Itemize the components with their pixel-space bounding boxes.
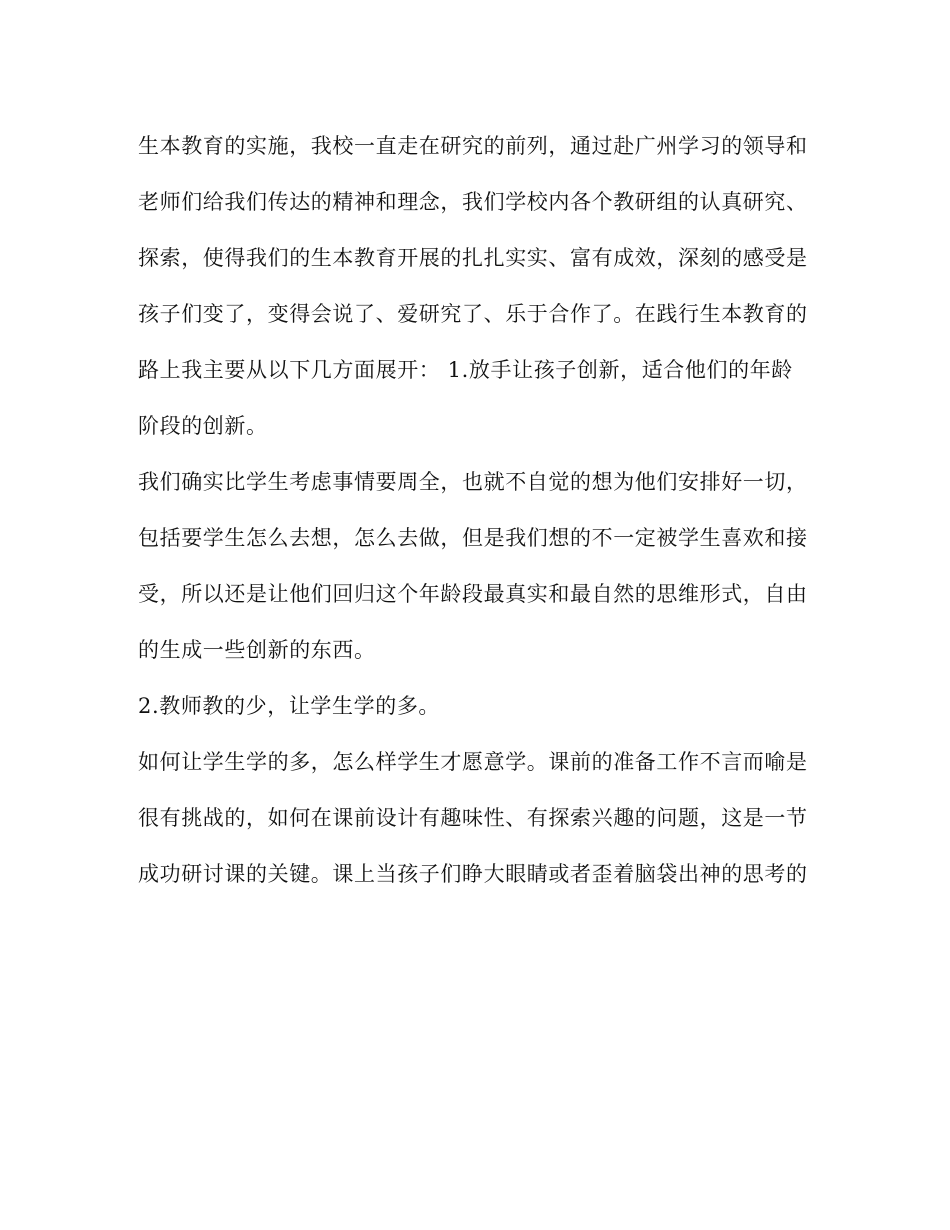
text-line: 我们确实比学生考虑事情要周全，也就不自觉的想为他们安排好一切，: [138, 470, 808, 494]
text-line: 老师们给我们传达的精神和理念，我们学校内各个教研组的认真研究、: [138, 190, 808, 214]
text-line: 探索，使得我们的生本教育开展的扎扎实实、富有成效，深刻的感受是: [138, 246, 808, 270]
section-heading: 2.教师教的少，让学生学的多。: [138, 694, 441, 718]
text-line: 很有挑战的，如何在课前设计有趣味性、有探索兴趣的问题，这是一节: [138, 806, 808, 830]
text-line: 孩子们变了，变得会说了、爱研究了、乐于合作了。在践行生本教育的: [138, 302, 808, 326]
text-line: 生本教育的实施，我校一直走在研究的前列，通过赴广州学习的领导和: [138, 134, 808, 158]
text-line: 成功研讨课的关键。课上当孩子们睁大眼睛或者歪着脑袋出神的思考的: [138, 862, 808, 886]
text-line: 阶段的创新。: [138, 414, 268, 438]
text-line: 如何让学生学的多，怎么样学生才愿意学。课前的准备工作不言而喻是: [138, 750, 808, 774]
text-line: 路上我主要从以下几方面展开： 1.放手让孩子创新，适合他们的年龄: [138, 358, 793, 382]
body-text: [138, 118, 818, 902]
text-line: 的生成一些创新的东西。: [138, 638, 376, 662]
text-line: 包括要学生怎么去想，怎么去做，但是我们想的不一定被学生喜欢和接: [138, 526, 808, 550]
text-line: 受，所以还是让他们回归这个年龄段最真实和最自然的思维形式，自由: [138, 582, 808, 606]
